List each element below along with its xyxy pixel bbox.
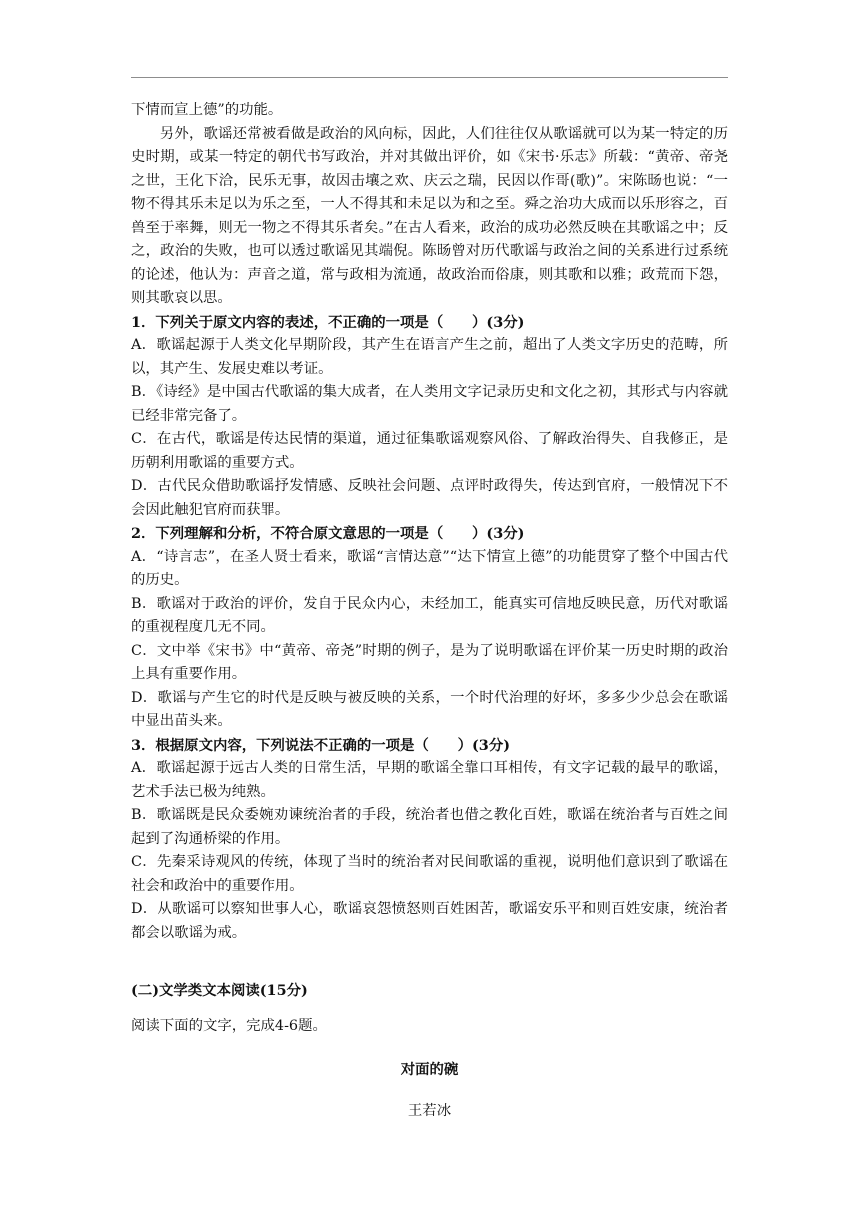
section-instruction: 阅读下面的文字，完成4-6题。	[131, 1017, 327, 1034]
question-3-option-c: C．先秦采诗观风的传统，体现了当时的统治者对民间歌谣的重视，说明他们意识到了歌谣在社会和政治中的重要作用。	[131, 854, 728, 894]
question-1-option-d: D．古代民众借助歌谣抒发情感、反映社会问题、点评时政得失，传达到官府，一般情况下不会因此触犯官府而获罪。	[131, 478, 728, 518]
question-2-option-c: C．文中举《宋书》中“黄帝、帝尧”时期的例子，是为了说明歌谣在评价某一历史时期的政治上具有重要作用。	[131, 642, 728, 682]
header-divider	[131, 77, 728, 78]
question-1-option-a: A．歌谣起源于人类文化早期阶段，其产生在语言产生之前，超出了人类文字历史的范畴，所以，其产生、发展史难以考证。	[131, 337, 728, 377]
question-2-option-d: D．歌谣与产生它的时代是反映与被反映的关系，一个时代治理的好坏，多多少少总会在歌谣中显出苗头来。	[131, 689, 728, 729]
document-content	[131, 99, 728, 1123]
question-2-option-b: B．歌谣对于政治的评价，发自于民众内心，未经加工，能真实可信地反映民意，历代对歌谣的重视程度几无不同。	[131, 595, 728, 635]
question-3-option-d: D．从歌谣可以察知世事人心，歌谣哀怨愤怒则百姓困苦，歌谣安乐平和则百姓安康，统治者都会以歌谣为戒。	[131, 901, 728, 941]
question-1-option-b: B．《诗经》是中国古代歌谣的集大成者，在人类用文字记录历史和文化之初，其形式与内容就已经非常完备了。	[131, 384, 728, 424]
question-2	[131, 522, 728, 734]
passage-paragraph: 另外，歌谣还常被看做是政治的风向标，因此，人们往往仅从歌谣就可以为某一特定的历史时期，或某一特定的朝代书写政治，并对其做出评价，如《宋书·乐志》所载：“黄帝、帝尧之世，王化下洽，民乐无事，故因击壤之欢、庆云之瑞，民因以作哥(歌)”。宋陈旸也说：“一物不得其乐未足以为乐之至，一人不得其和未足以为和之至。舜之治功大成而以乐形容之，百兽至于率舞，则无一物之不得其乐者矣。”在古人看来，政治的成功必然反映在其歌谣之中；反之，政治的失败，也可以透过歌谣见其端倪。陈旸曾对历代歌谣与政治之间的关系进行过系统的论述，他认为：声音之道，常与政相为流通，故政治而俗康，则其歌和以雅；政荒而下怨，则其歌哀以思。	[131, 125, 728, 306]
question-3-stem: 3．根据原文内容，下列说法不正确的一项是（ ）(3分)	[131, 736, 511, 754]
story-title: 对面的碗	[400, 1061, 459, 1078]
question-2-option-a: A．“诗言志”，在圣人贤士看来，歌谣“言情达意”“达下情宣上德”的功能贯穿了整个中国古代的历史。	[131, 548, 728, 588]
section-heading: (二)文学类文本阅读(15分)	[131, 982, 308, 999]
question-3-option-a: A．歌谣起源于远古人类的日常生活，早期的歌谣全靠口耳相传，有文字记载的最早的歌谣，艺术手法已极为纯熟。	[131, 760, 728, 800]
passage-continuation: 下情而宣上德”的功能。	[131, 102, 283, 118]
question-3-option-b: B．歌谣既是民众委婉劝谏统治者的手段，统治者也借之教化百姓，歌谣在统治者与百姓之间起到了沟通桥梁的作用。	[131, 807, 728, 847]
question-2-stem: 2．下列理解和分析，不符合原文意思的一项是（ ）(3分)	[131, 525, 525, 542]
question-1-option-c: C．在古代，歌谣是传达民情的渠道，通过征集歌谣观察风俗、了解政治得失、自我修正，是历朝利用歌谣的重要方式。	[131, 431, 728, 471]
question-1-stem: 1．下列关于原文内容的表述，不正确的一项是（ ）(3分)	[131, 313, 525, 331]
question-3	[131, 734, 728, 946]
story-author: 王若冰	[407, 1102, 452, 1119]
question-1	[131, 311, 728, 523]
